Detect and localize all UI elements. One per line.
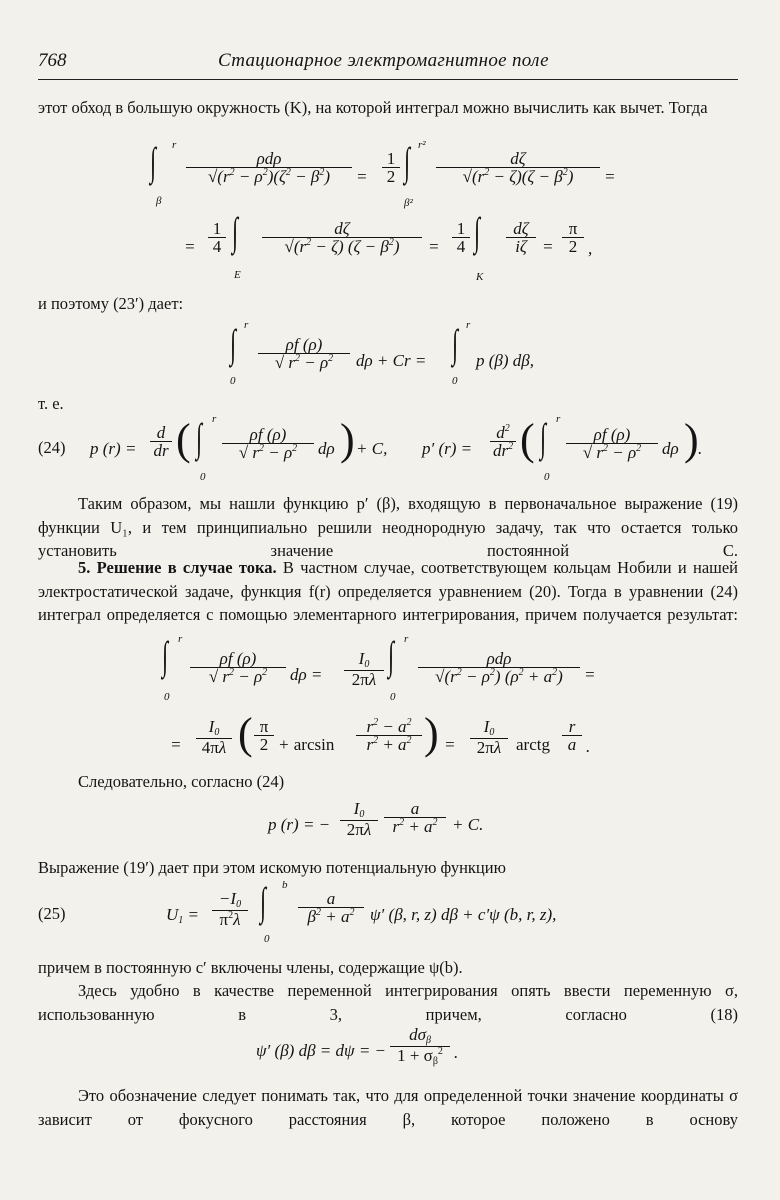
paragraph-6: Следовательно, согласно (24) [78, 772, 285, 791]
paragraph-2: и поэтому (23′) дает: [38, 294, 184, 313]
page: 768 Стационарное электромагнитное поле этот обход в большую окружность (K), на которой интеграл можно вычислить как вычет. Тогда ∫ r β ρdρ $√(r^2 - \rho^2)(\zeta^2 - \beta^2)$ = $\frac{1}{2}$ ∫ r² β² $\frac{d\zeta}{√(r^2 - \zeta)(\zeta - \beta^2)}$ = = $\frac{1}{4}$ ∫ E $\frac{d\zeta}{√(r^2 - \zeta) (\zeta - \beta^2)}$ = $\frac{1}{4}$ ∫ K $\frac{d\zeta}{i\zeta}$ = $\frac{\pi}{2}$ , и поэтому (23′) дает: ∫ r 0 $\frac{\rho f (\rho)}{√ r^2 - \rho^2}$ dρ + Cr = ∫ r 0 p (β) dβ, т. е. (24) p (r) = $\frac{d}{dr}$ ( ∫ r 0 $\frac{\rho f (\rho)}{√ r^2 - \rho^2}$ dρ ) + C, p′ (r) = $\frac{d^2}{dr^2}$ ( ∫ r 0 $\frac{\rho f (\rho)}{√ r^2 - \rho^2}$ dρ ) . Таким образом, мы нашли функцию p′ (β), входящую в первоначальное выражение (19) функции U₁, и тем принципиально решили неоднородную задачу, так что остается только установить значение постоянной C. 5. Решение в случае тока. В частном случае, соответствующем кольцам Нобили и нашей электростатической задаче, функция f(r) определяется уравнением (20). Тогда в уравнении (24) интеграл определяется с помощью элементарного интегрирования, причем получается результат: ∫ r 0 $\frac{\rho f (\rho)}{√ r^2 - \rho^2}$ dρ = $\frac{I0}{2\pi\lambda}$ ∫ r 0 ρdρ $√(r^2 - \rho^2) (\rho^2 + a^2)$ = = $\frac{I0}{4\pi\lambda}$ ( $\frac{\pi}{2}$ + arcsin $\frac{r^2 - a^2}{r^2 + a^2}$ ) = $\frac{I0}{2\pi\lambda}$ arctg $\frac{r}{a}$ . Следовательно, согласно (24) p (r) = − $\frac{I0}{2\pi\lambda}$ $\frac{a}{r^2 + a^2}$ + C. Выражение (19′) дает при этом искомую потенциальную функцию (25) U1 = $\frac{-I0}{\pi^2\lambda}$ ∫ b 0 $\frac{a}{\beta^2 + a^2}$ ψ′ (β, r, z) dβ + c′ψ (b, r, z), причем в постоянную c′ включены члены, содержащие ψ(b). Здесь удобно в качестве переменной интегрирования опять ввести переменную σ, использованную в 3, причем, согласно (18) ψ′ (β) dβ = dψ = − dσβ $1 + \sigma\beta^2$ . Это обозначение следует понимать так, что для определенной точки значение координаты σ зависит от фокусного расстояния β, которое положено в основу [0, 0, 780, 1200]
paragraph-7: Выражение (19′) дает при этом искомую потенциальную функцию [38, 858, 506, 877]
equation-tag-25: (25) [38, 904, 66, 923]
section-heading-5: 5. Решение в случае тока. [78, 558, 277, 577]
paragraph-8: причем в постоянную c′ включены члены, содержащие ψ(b). [38, 958, 463, 977]
paragraph-4: Таким образом, мы нашли функцию p′ (β), входящую в первоначальное выражение (19) функции U₁, и тем принципиально решили неоднородную задачу, так что остается только установить значение постоянной C. [38, 494, 738, 561]
equation-tag-24: (24) [38, 438, 66, 457]
running-title: Стационарное электромагнитное поле [218, 50, 549, 71]
paragraph-10 [38, 1084, 738, 1131]
header-rule [38, 79, 738, 80]
page-header [38, 42, 738, 72]
paragraph-5-text: В частном случае, соответствующем кольцам Нобили и нашей электростатической задаче, функция f(r) определяется уравнением (20). Тогда в уравнении (24) интеграл определяется с помощью элементарного интегрирования, причем получается результат: [38, 558, 738, 625]
paragraph-9: Здесь удобно в качестве переменной интегрирования опять ввести переменную σ, использованную в 3, причем, согласно (18) [38, 981, 738, 1024]
paragraph-10-text: Это обозначение следует понимать так, что для определенной точки значение координаты σ зависит от фокусного расстояния β, которое положено в основу [38, 1086, 738, 1129]
page-number: 768 [38, 50, 67, 71]
paragraph-5 [38, 556, 738, 627]
paragraph-1: этот обход в большую окружность (K), на которой интеграл можно вычислить как вычет. Тогда [38, 98, 708, 117]
paragraph-3: т. е. [38, 394, 64, 413]
